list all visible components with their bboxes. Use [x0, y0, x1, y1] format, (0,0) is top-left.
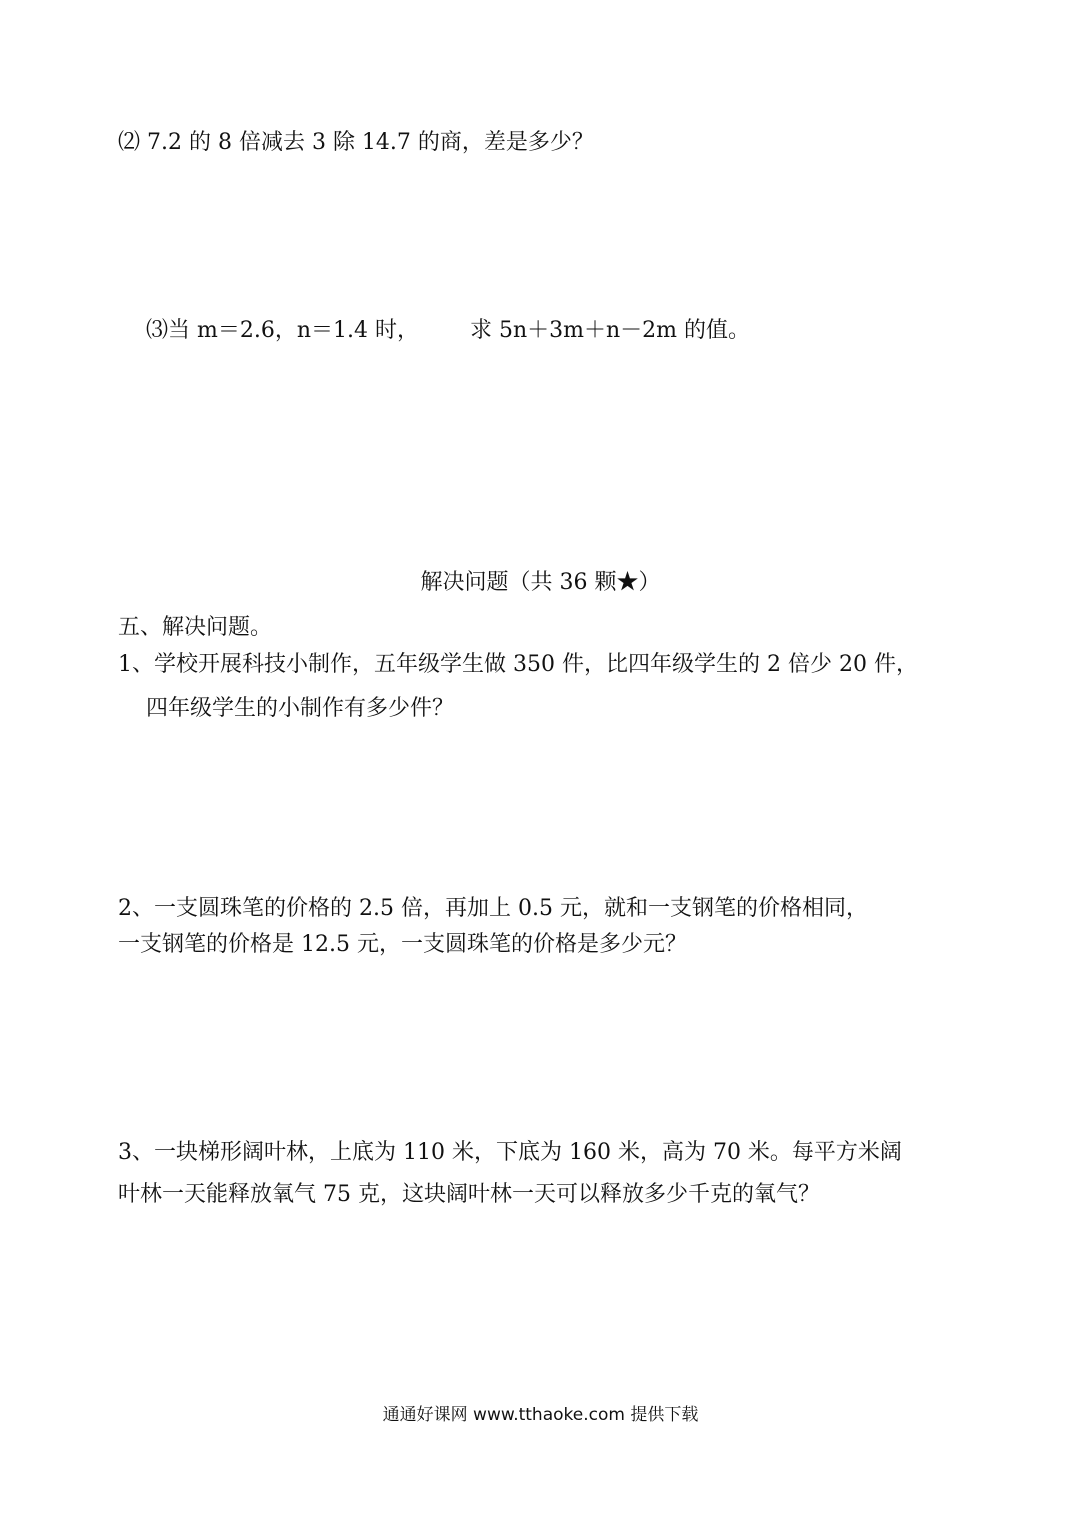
question-2: ⑵ 7.2 的 8 倍减去 3 除 14.7 的商，差是多少？: [118, 130, 594, 155]
section-title: 解决问题（共 36 颗★）: [420, 570, 661, 595]
problem-1-line-1: 1、学校开展科技小制作，五年级学生做 350 件，比四年级学生的 2 倍少 20 件，: [118, 652, 918, 677]
problem-2-line-2: 一支钢笔的价格是 12.5 元，一支圆珠笔的价格是多少元？: [118, 932, 687, 957]
question-3-condition: ⑶当 m＝2.6，n＝1.4 时，: [146, 318, 419, 343]
problem-3-line-2: 叶林一天能释放氧气 75 克，这块阔叶林一天可以释放多少千克的氧气？: [118, 1182, 820, 1207]
problem-1-line-2: 四年级学生的小制作有多少件？: [146, 696, 455, 721]
question-3-ask: 求 5n＋3m＋n－2m 的值。: [470, 318, 751, 343]
problem-3-line-1: 3、一块梯形阔叶林，上底为 110 米，下底为 160 米，高为 70 米。每平方米阔: [118, 1140, 902, 1165]
problem-2-line-1: 2、一支圆珠笔的价格的 2.5 倍，再加上 0.5 元，就和一支钢笔的价格相同，: [118, 896, 868, 921]
page-footer: 通通好课网 www.tthaoke.com 提供下载: [382, 1405, 699, 1425]
section-heading: 五、解决问题。: [118, 615, 273, 640]
